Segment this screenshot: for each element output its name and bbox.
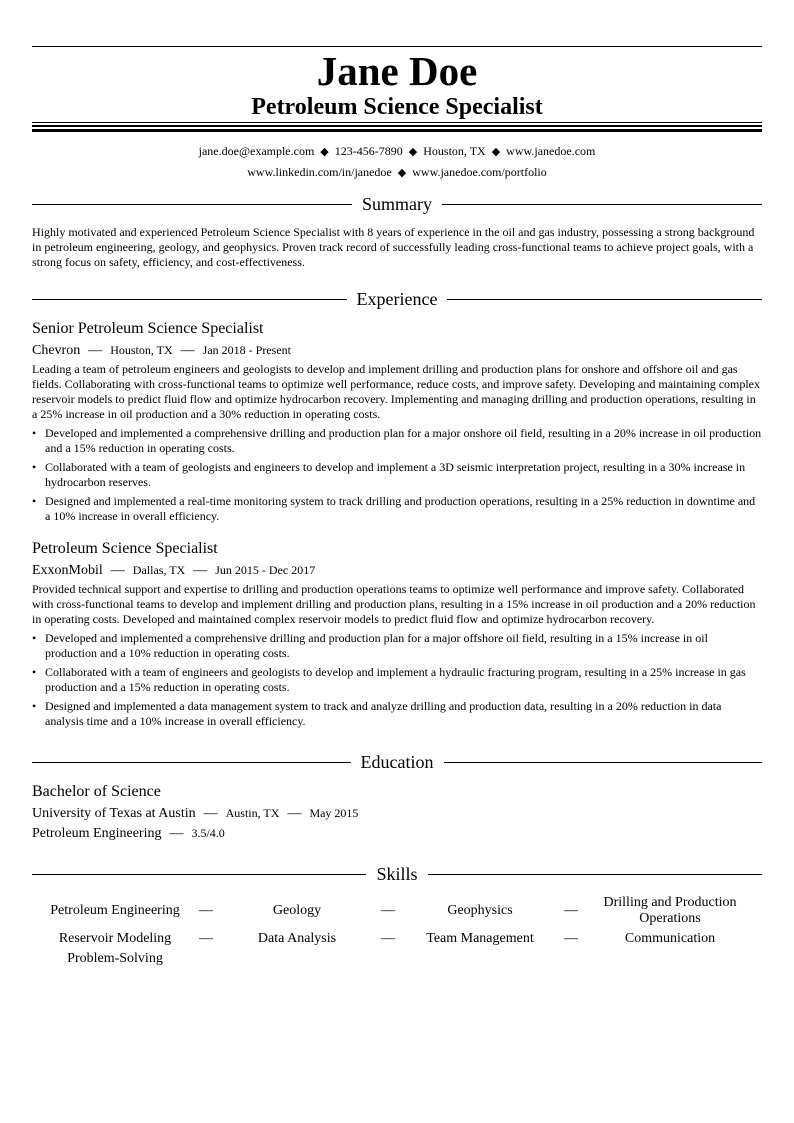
job-location: Houston, TX (110, 343, 173, 357)
job-location: Dallas, TX (132, 563, 186, 577)
skill-separator: — (564, 903, 578, 918)
job-bullets (32, 631, 762, 733)
diamond-separator-icon: ◆ (408, 146, 418, 158)
skill-item: Geology (272, 903, 322, 918)
list-item: • Developed and implemented a comprehensive drilling and production plan for a major offshore oil field, resulting in a 15% increase in oil production and a 10% reduction in operating costs. (32, 631, 708, 660)
skill-item: Geophysics (447, 903, 513, 918)
skills-heading-label: Skills (376, 864, 418, 884)
skill-item: Data Analysis (257, 931, 337, 946)
education-meta: University of Texas at Austin — Austin, TX — May 2015 (32, 806, 359, 821)
list-item: • Developed and implemented a comprehensive drilling and production plan for a major onshore oil field, resulting in a 20% increase in oil production and a 15% reduction in operating costs. (32, 426, 762, 455)
job-company: Chevron (32, 343, 81, 358)
diamond-separator-icon: ◆ (491, 146, 501, 158)
education-heading-label: Education (360, 752, 434, 772)
education-school: University of Texas at Austin (32, 806, 196, 821)
bullet-icon: • (32, 426, 37, 440)
top-rule (32, 46, 762, 47)
summary-text: Highly motivated and experienced Petroleum Science Specialist with 8 years of experience in the oil and gas industry, possessing a strong background in petroleum engineering, geology, and geophysics. Proven track record of successfully leading cross-functional teams to achieve project goals, with a strong focus on safety, efficiency, and cost-effectiveness. (32, 225, 755, 269)
list-item: • Designed and implemented a real-time monitoring system to track drilling and production operations, resulting in a 25% reduction in downtime and a 10% increase in overall efficiency. (32, 494, 756, 523)
education-major: Petroleum Engineering (32, 826, 162, 841)
job-title: Petroleum Science Specialist (32, 540, 218, 557)
education-date: May 2015 (309, 806, 359, 820)
contact-line-2 (32, 164, 762, 181)
candidate-title: Petroleum Science Specialist (251, 94, 543, 120)
experience-heading-label: Experience (356, 289, 438, 309)
skill-separator: — (381, 903, 395, 918)
education-heading (32, 750, 762, 774)
job-meta: ExxonMobil — Dallas, TX — Jun 2015 - Dec 2017 (32, 563, 316, 578)
job-dates: Jun 2015 - Dec 2017 (215, 563, 316, 577)
contact-portfolio[interactable]: www.janedoe.com/portfolio (412, 165, 547, 179)
skills-heading (32, 862, 762, 886)
diamond-separator-icon: ◆ (397, 167, 407, 179)
contact-location: Houston, TX (423, 144, 486, 158)
contact-linkedin[interactable]: www.linkedin.com/in/janedoe (247, 165, 392, 179)
education-location: Austin, TX (225, 806, 280, 820)
job-description: Leading a team of petroleum engineers and geologists to develop and implement drilling and production plans for onshore and offshore oil and gas fields. Collaborating with cross-functional teams to optimize well performance, reduce costs, and improve safety. Developing and maintaining complex reservoir models to predict fluid flow and optimize hydrocarbon recovery. Implementing and managing drilling and production operations, resulting in a 25% increase in oil production and a 30% reduction in operating costs. (32, 362, 761, 421)
skill-item: Drilling and Production Operations (603, 895, 737, 926)
education-major-line: Petroleum Engineering — 3.5/4.0 (32, 826, 225, 841)
summary-heading (32, 192, 762, 216)
job-company: ExxonMobil (32, 563, 103, 578)
contact-phone: 123-456-7890 (334, 144, 403, 158)
job-bullets (32, 426, 762, 528)
skill-item: Petroleum Engineering (50, 903, 180, 918)
list-item: • Designed and implemented a data management system to track and analyze drilling and production data, resulting in a 20% reduction in data analysis time and a 10% increase in overall efficiency. (32, 699, 722, 728)
job-dates: Jan 2018 - Present (202, 343, 291, 357)
contact-website[interactable]: www.janedoe.com (506, 144, 596, 158)
contact-line-1 (32, 143, 762, 160)
bullet-icon: • (32, 665, 37, 679)
skill-item: Reservoir Modeling (58, 931, 172, 946)
job-meta: Chevron — Houston, TX — Jan 2018 - Present (32, 343, 291, 358)
candidate-name: Jane Doe (316, 48, 478, 94)
summary-heading-label: Summary (362, 194, 432, 214)
header-divider (32, 122, 762, 133)
education-gpa: 3.5/4.0 (191, 826, 225, 840)
education-degree: Bachelor of Science (32, 783, 161, 800)
skill-item: Communication (624, 931, 716, 946)
contact-email[interactable]: jane.doe@example.com (198, 144, 315, 158)
skill-item: Team Management (426, 931, 534, 946)
skill-separator: — (199, 903, 213, 918)
skill-separator: — (564, 931, 578, 946)
job-description: Provided technical support and expertise to drilling and production operations teams to optimize well performance and improve safety. Collaborated with cross-functional teams to develop and implement drilling and production plans, resulting in a 15% increase in oil production and a 20% reduction in operating costs. Developed and maintained complex reservoir models to predict fluid flow and optimize hydrocarbon recovery. (32, 582, 756, 626)
bullet-icon: • (32, 494, 37, 508)
skill-separator: — (199, 931, 213, 946)
skill-separator: — (381, 931, 395, 946)
list-item: • Collaborated with a team of engineers and geologists to develop and implement a hydraulic fracturing program, resulting in a 25% increase in gas production and a 15% reduction in operating costs. (32, 665, 746, 694)
bullet-icon: • (32, 460, 37, 474)
bullet-icon: • (32, 699, 37, 713)
job-title: Senior Petroleum Science Specialist (32, 320, 264, 337)
experience-heading (32, 287, 762, 311)
diamond-separator-icon: ◆ (320, 146, 329, 158)
skill-item: Problem-Solving (67, 951, 163, 966)
list-item: • Collaborated with a team of geologists and engineers to develop and implement a 3D seismic interpretation project, resulting in a 30% increase in hydrocarbon reserves. (32, 460, 746, 489)
bullet-icon: • (32, 631, 37, 645)
